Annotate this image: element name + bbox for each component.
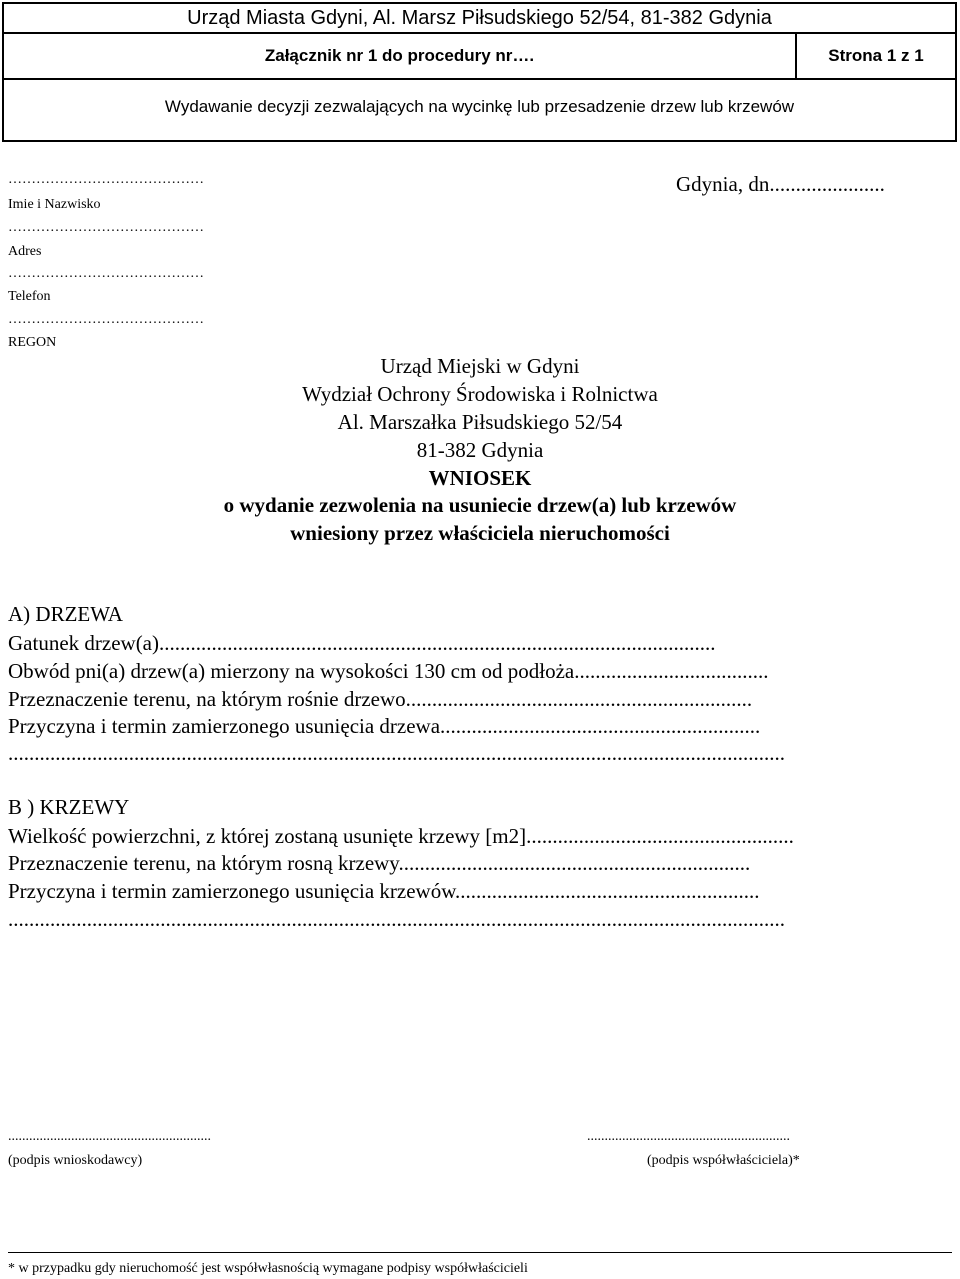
name-field[interactable]: ……………………………………: [8, 172, 204, 187]
recipient-line-4: 81-382 Gdynia: [416, 438, 544, 462]
address-label: Adres: [8, 244, 42, 259]
footnote-divider: [8, 1252, 952, 1253]
header-table: [2, 2, 957, 142]
shrub-removal-reason-field[interactable]: Przyczyna i termin zamierzonego usunięcia krzewów..........................................................: [8, 879, 760, 903]
recipient-line-3: Al. Marszałka Piłsudskiego 52/54: [337, 410, 623, 434]
page-number: Strona 1 z 1: [828, 46, 924, 65]
footnote: * w przypadku gdy nieruchomość jest współwłasnością wymagane podpisy współwłaścicieli: [8, 1261, 528, 1276]
date-field[interactable]: Gdynia, dn......................: [676, 172, 885, 196]
document-subtitle-1: o wydanie zezwolenia na usuniecie drzew(a) lub krzewów: [223, 493, 737, 517]
address-field[interactable]: ……………………………………: [8, 220, 204, 235]
name-label: Imie i Nazwisko: [8, 197, 101, 212]
tree-species-field[interactable]: Gatunek drzew(a)..........................................................................................................: [8, 631, 716, 655]
tree-removal-reason-continued[interactable]: ....................................................................................................................................................: [8, 741, 785, 765]
recipient-line-1: Urząd Miejski w Gdyni: [380, 354, 580, 378]
shrub-area-field[interactable]: Wielkość powierzchni, z której zostaną usunięte krzewy [m2]...................................................: [8, 824, 794, 848]
header-attachment-row: [4, 34, 955, 80]
shrub-land-use-field[interactable]: Przeznaczenie terenu, na którym rosną krzewy...................................................................: [8, 851, 751, 875]
trunk-circumference-field[interactable]: Obwód pni(a) drzew(a) mierzony na wysokości 130 cm od podłoża.....................................: [8, 659, 769, 683]
recipient-line-2: Wydział Ochrony Środowiska i Rolnictwa: [302, 382, 658, 406]
tree-land-use-field[interactable]: Przeznaczenie terenu, na którym rośnie drzewo..................................................................: [8, 687, 753, 711]
shrub-removal-reason-continued[interactable]: ....................................................................................................................................................: [8, 907, 785, 931]
coowner-signature-field[interactable]: ..........................................................: [587, 1129, 790, 1144]
phone-label: Telefon: [8, 289, 51, 304]
tree-removal-reason-field[interactable]: Przyczyna i termin zamierzonego usunięcia drzewa.............................................................: [8, 714, 761, 738]
attachment-label: Załącznik nr 1 do procedury nr….: [4, 34, 797, 78]
applicant-signature-field[interactable]: ..........................................................: [8, 1129, 211, 1144]
section-a-heading: A) DRZEWA: [8, 602, 123, 626]
document-subtitle-2: wniesiony przez właściciela nieruchomości: [290, 521, 670, 545]
coowner-signature-label: (podpis współwłaściciela)*: [647, 1153, 800, 1168]
phone-field[interactable]: ……………………………………: [8, 266, 204, 281]
document-title: WNIOSEK: [428, 466, 532, 490]
regon-field[interactable]: ……………………………………: [8, 312, 204, 327]
office-address: Urząd Miasta Gdyni, Al. Marsz Piłsudskiego 52/54, 81-382 Gdynia: [4, 4, 955, 34]
section-b-heading: B ) KRZEWY: [8, 795, 130, 819]
regon-label: REGON: [8, 335, 57, 350]
procedure-title: Wydawanie decyzji zezwalających na wycinkę lub przesadzenie drzew lub krzewów: [164, 97, 795, 116]
applicant-signature-label: (podpis wnioskodawcy): [8, 1153, 143, 1168]
